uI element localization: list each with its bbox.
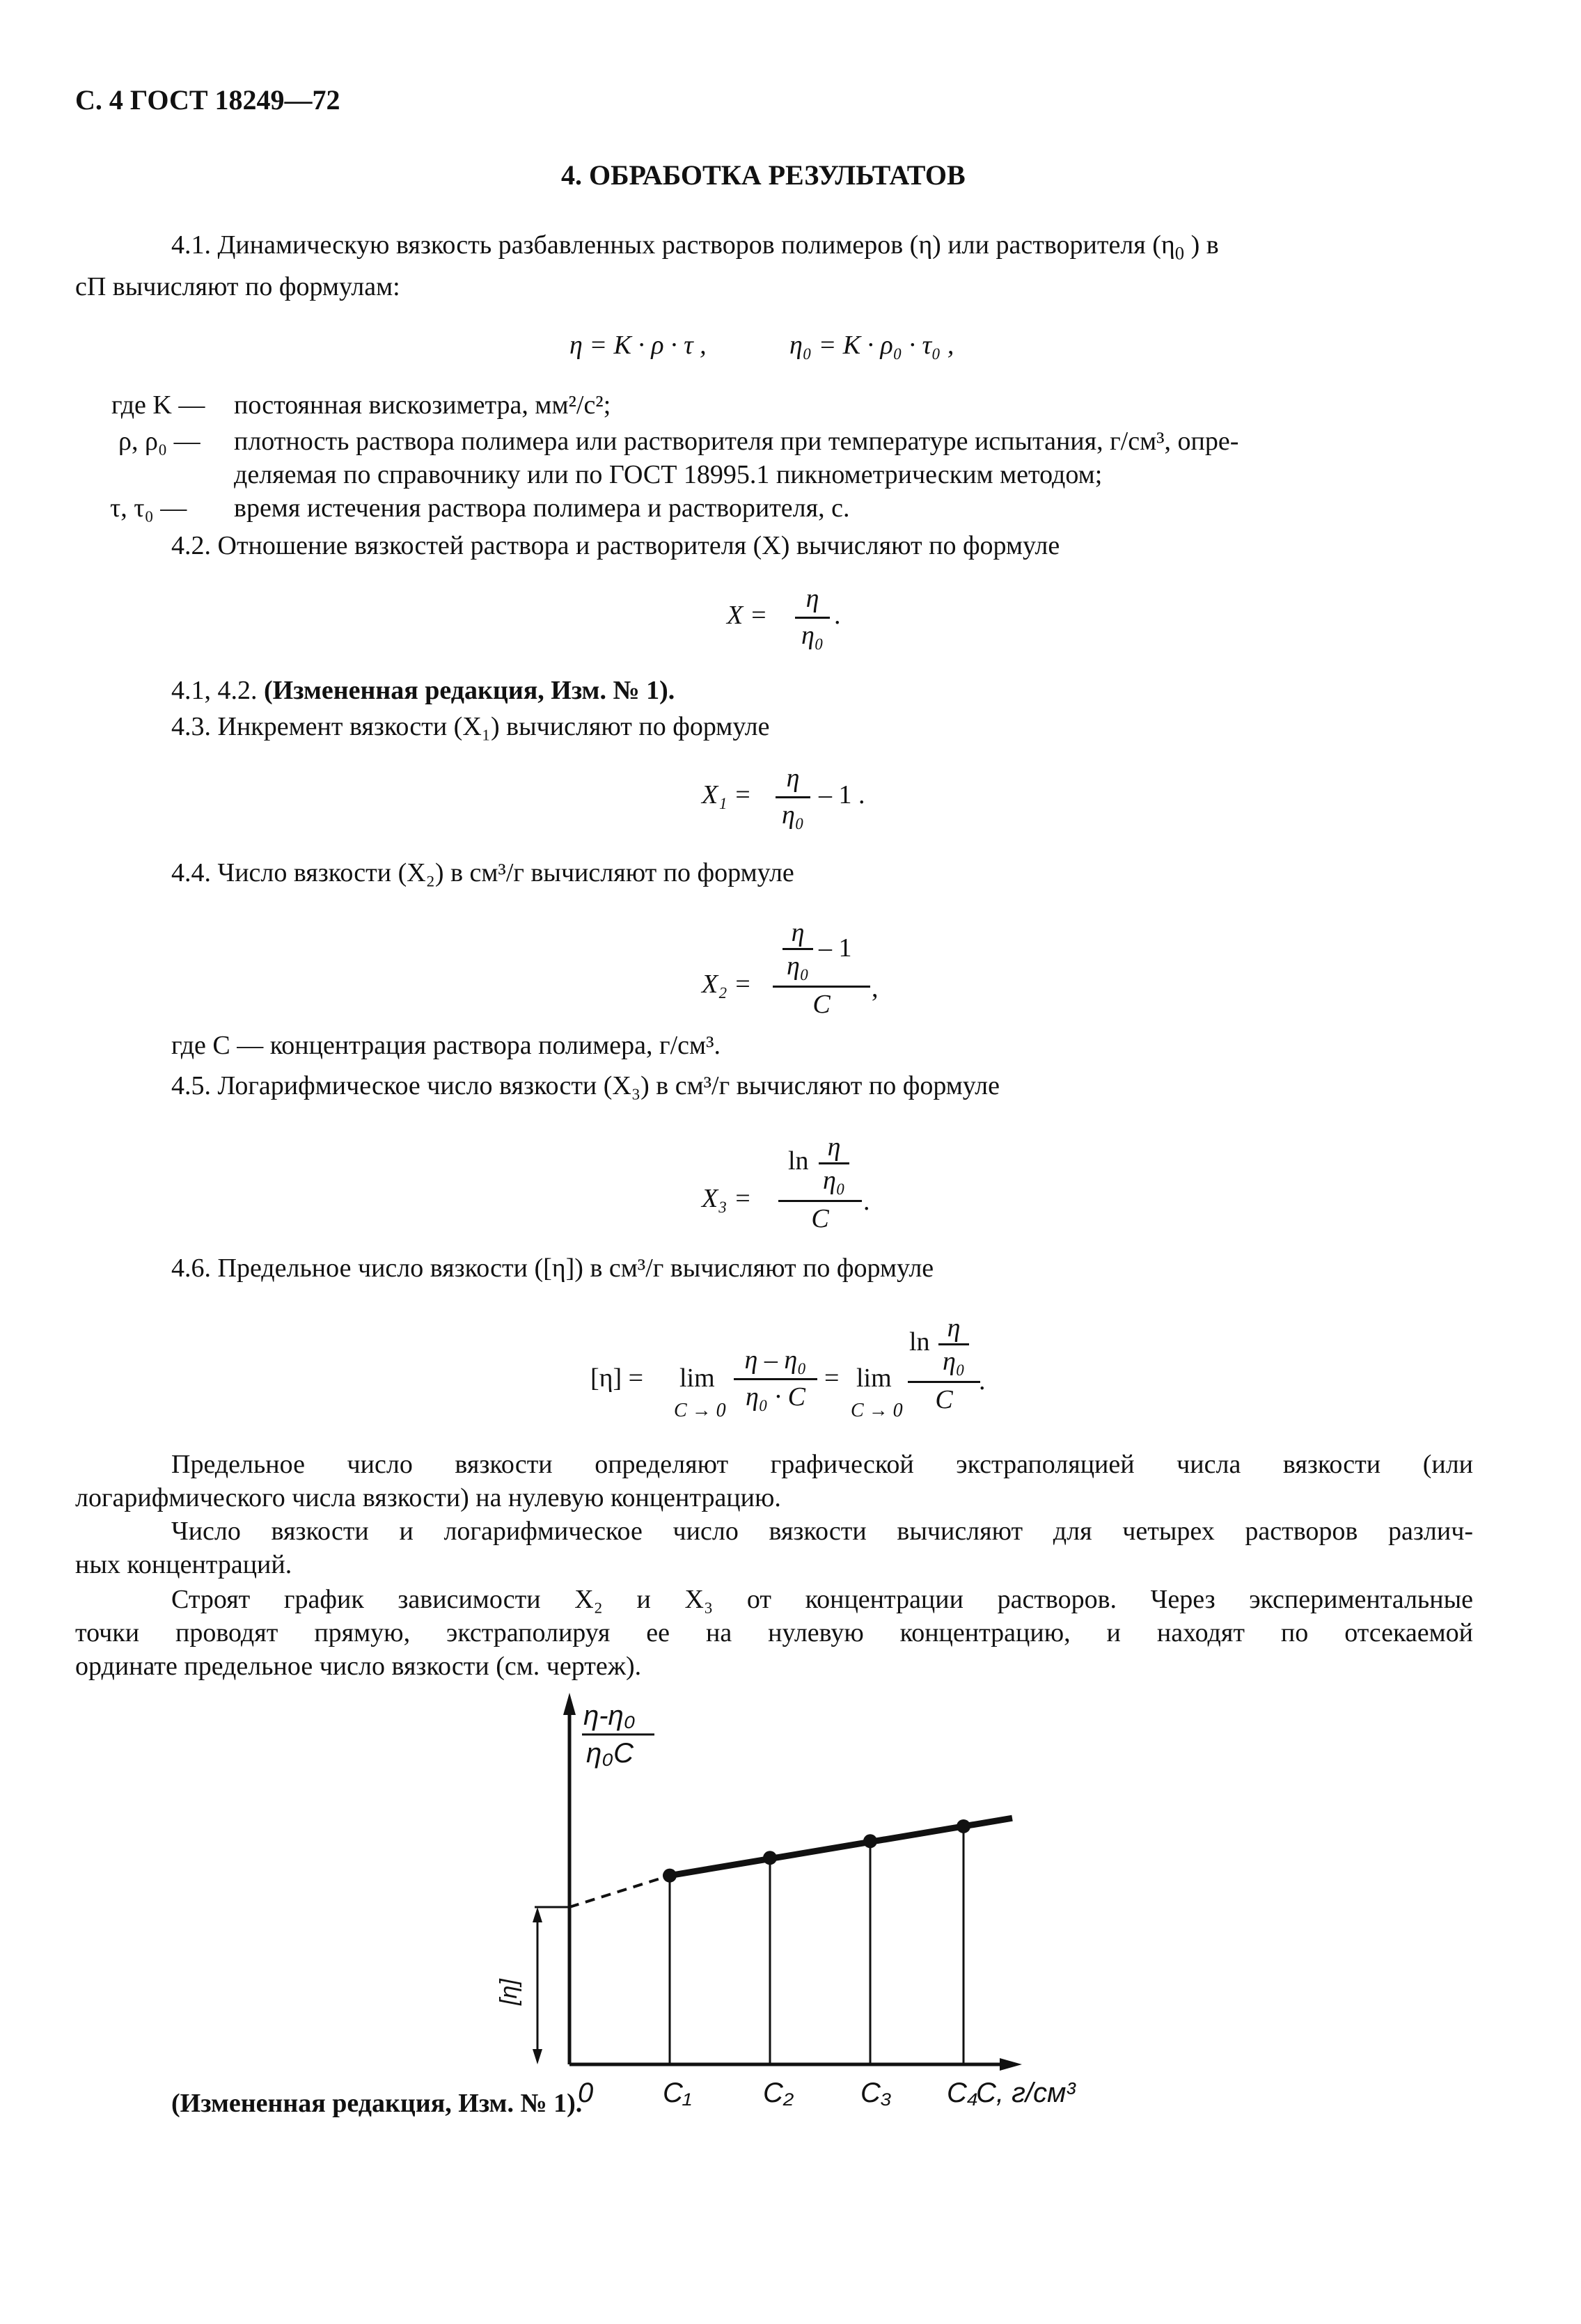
paragraph-4-3: 4.3. Инкремент вязкости (X₁) вычисляют по формуле (171, 712, 770, 741)
y-label-numerator: η-η₀ (583, 1700, 636, 1731)
data-point-2 (763, 1851, 777, 1865)
formula-x3-fraction: ln η η₀ C (778, 1132, 862, 1235)
where-tau-text: время истечения раствора полимера и растворителя, с. (234, 493, 850, 523)
para2-line2: ных концентраций. (75, 1550, 292, 1579)
formula-x1-lhs: X₁ = (702, 780, 752, 809)
amendment-note-2: (Измененная редакция, Изм. № 1). (171, 2089, 583, 2118)
paragraph-4-4: 4.4. Число вязкости (X₂) в см³/г вычисляют по формуле (171, 858, 794, 887)
para1-line1: Предельное число вязкости определяют графической экстраполяцией числа вязкости (или (171, 1450, 1473, 1479)
formula-x3-tail: . (863, 1187, 870, 1216)
formula-limit-sub1: C → 0 (674, 1400, 726, 1421)
formula-eta0: η₀ = K · ρ₀ · τ₀ , (789, 331, 954, 360)
data-point-3 (863, 1834, 877, 1848)
formula-limit-lhs: [η] = (590, 1363, 644, 1393)
where-c-definition: где C — концентрация раствора полимера, г/см³. (171, 1031, 721, 1060)
formula-x1-fraction: η η₀ (776, 763, 810, 831)
page-header: С. 4 ГОСТ 18249—72 (75, 84, 340, 116)
paragraph-4-5: 4.5. Логарифмическое число вязкости (X₃) в см³/г вычисляют по формуле (171, 1071, 1000, 1100)
paragraph-4-1-line1: 4.1. Динамическую вязкость разбавленных растворов полимеров (η) или растворителя ($\eta_0$ ) в (171, 230, 1219, 264)
formula-x-tail: . (834, 601, 841, 630)
formula-x1-tail: – 1 . (819, 780, 865, 809)
intercept-arrow-bottom (533, 2049, 542, 2064)
extrapolation-line (569, 1876, 670, 1907)
paragraph-4-1-line2: сП вычисляют по формулам: (75, 272, 400, 301)
x-tick-label-1: C₁ (663, 2078, 692, 2108)
where-rho-text1: плотность раствора полимера или растворителя при температуре испытания, г/см³, опре- (234, 427, 1239, 456)
para1-line2: логарифмического числа вязкости) на нулевую концентрацию. (75, 1483, 781, 1512)
formula-x-lhs: X = (727, 601, 768, 630)
paragraph-4-2: 4.2. Отношение вязкостей раствора и растворителя (X) вычисляют по формуле (171, 531, 1060, 560)
where-rho-text2: деляемая по справочнику или по ГОСТ 18995.1 пикнометрическим методом; (234, 460, 1103, 489)
where-rho-label: ρ, ρ₀ — (118, 427, 200, 456)
data-point-1 (663, 1869, 677, 1883)
formula-limit-fraction2: ln η η₀ C (908, 1313, 980, 1416)
x-tick-label-0: 0 (578, 2078, 594, 2108)
formula-eta: η = K · ρ · τ , (569, 331, 707, 360)
where-k-text: постоянная вискозиметра, мм²/с²; (234, 390, 611, 420)
intercept-arrow-top (533, 1907, 542, 1922)
where-tau-label: τ, τ₀ — (110, 493, 187, 523)
formula-limit-sub2: C → 0 (851, 1400, 903, 1421)
x-tick-label-3: C₃ (860, 2078, 892, 2108)
para2-line1: Число вязкости и логарифмическое число вязкости вычисляют для четырех растворов различ- (171, 1517, 1473, 1546)
formula-x-fraction: η η₀ (795, 583, 830, 651)
formula-x2-tail: , (872, 974, 879, 1003)
formula-limit-lim2: lim (856, 1363, 892, 1393)
x-axis-arrow (1000, 2058, 1022, 2071)
x-tick-label-2: C₂ (763, 2078, 794, 2108)
formula-limit-eq: = (824, 1363, 840, 1393)
para3-line1: Строят график зависимости X₂ и X₃ от концентрации растворов. Через экспериментальные (171, 1585, 1473, 1614)
formula-limit-fraction1: η – η₀ η₀ · C (734, 1345, 817, 1413)
formula-limit-tail: . (979, 1366, 986, 1396)
formula-x2-fraction: η η₀ – 1 C (773, 917, 870, 1021)
formula-limit-lim1: lim (679, 1363, 715, 1393)
section-title: 4. ОБРАБОТКА РЕЗУЛЬТАТОВ (561, 159, 966, 191)
where-k-label: где K — (111, 390, 205, 420)
amendment-note-1: 4.1, 4.2. (Измененная редакция, Изм. № 1). (171, 676, 675, 705)
formula-x3-lhs: X₃ = (702, 1184, 752, 1213)
x-tick-label-4: C₄ (947, 2078, 978, 2108)
y-label-denominator: η₀C (586, 1738, 634, 1769)
intercept-label: [η] (496, 1979, 522, 2005)
para3-line2: точки проводят прямую, экстраполируя ее на нулевую концентрацию, и находят по отсекаемой (75, 1618, 1473, 1647)
para3-line3: ординате предельное число вязкости (см. чертеж). (75, 1652, 642, 1681)
paragraph-4-6: 4.6. Предельное число вязкости ([η]) в см³/г вычисляют по формуле (171, 1254, 934, 1283)
data-point-4 (957, 1819, 970, 1833)
y-axis-arrow (563, 1693, 576, 1715)
x-axis-label: C, г/см³ (976, 2078, 1076, 2108)
formula-x2-lhs: X₂ = (702, 970, 752, 999)
